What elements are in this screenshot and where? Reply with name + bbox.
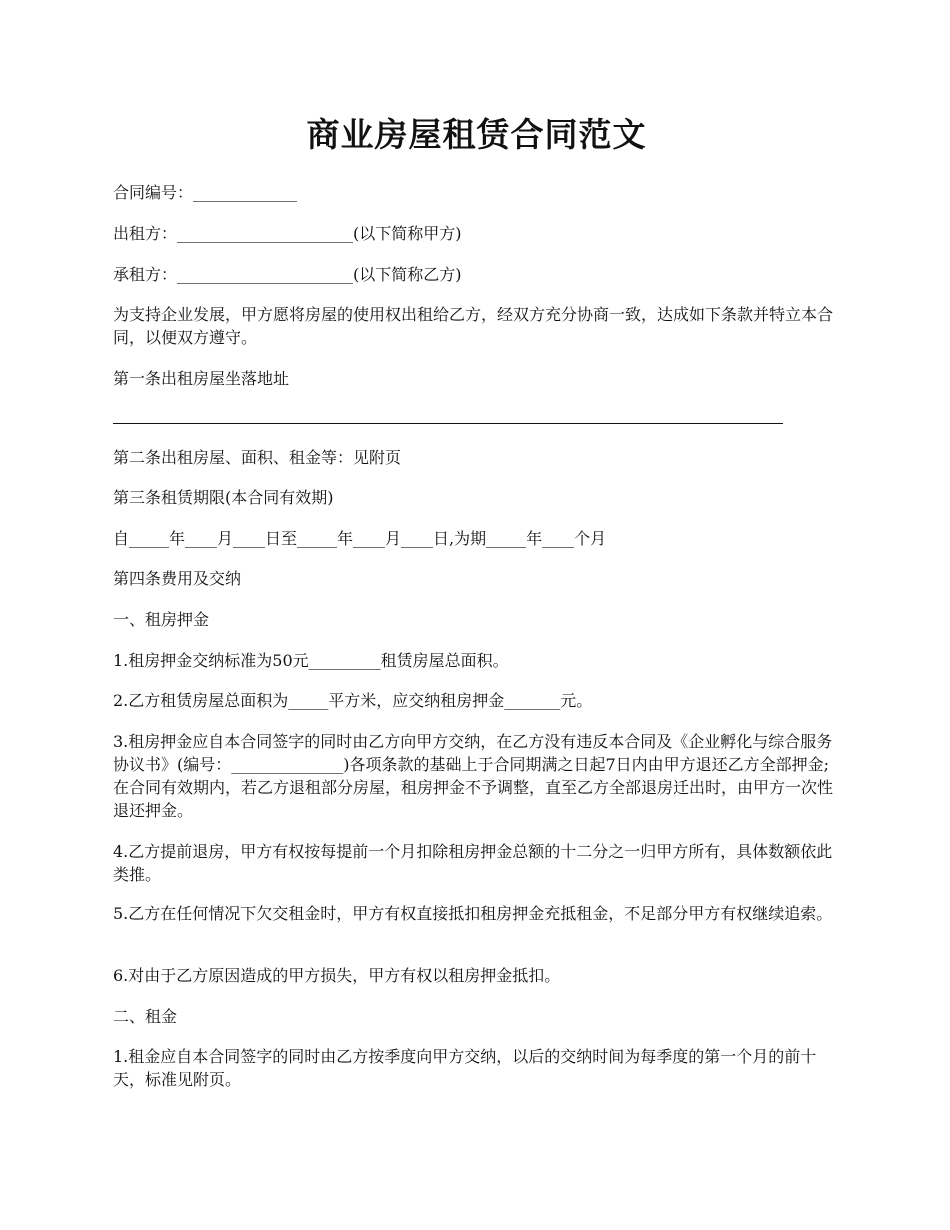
section-deposit-heading: 一、租房押金 [113, 610, 210, 629]
deposit-item-3: 3.租房押金应自本合同签字的同时由乙方向甲方交纳，在乙方没有违反本合同及《企业孵化与综合服务协议书》(编号：______________)各项条款的基础上于合同期满之日起7日内由甲方退还乙方全部押金;在合同有效期内，若乙方退租部分房屋，租房押金不予调整，直至乙方全部退房迁出时，由甲方一次性退还押金。 [113, 732, 834, 820]
contract-number-line: 合同编号：_____________ [113, 183, 298, 202]
article-4-heading: 第四条费用及交纳 [113, 569, 242, 588]
deposit-item-2: 2.乙方租赁房屋总面积为_____平方米，应交纳租房押金_______元。 [113, 691, 593, 710]
article-2-heading: 第二条出租房屋、面积、租金等：见附页 [113, 448, 402, 467]
document-title: 商业房屋租赁合同范文 [306, 115, 647, 154]
lessor-line: 出租方：______________________(以下简称甲方) [113, 224, 462, 243]
rent-item-1: 1.租金应自本合同签字的同时由乙方按季度向甲方交纳，以后的交纳时间为每季度的第一个月的前十天，标准见附页。 [113, 1047, 817, 1089]
deposit-item-1: 1.租房押金交纳标准为50元_________租赁房屋总面积。 [113, 651, 509, 670]
article-3-heading: 第三条租赁期限(本合同有效期) [113, 488, 334, 507]
deposit-item-5: 5.乙方在任何情况下欠交租金时，甲方有权直接抵扣租房押金充抵租金，不足部分甲方有权继续追索。 [113, 904, 833, 923]
article-1-heading: 第一条出租房屋坐落地址 [113, 369, 290, 388]
deposit-item-4: 4.乙方提前退房，甲方有权按每提前一个月扣除租房押金总额的十二分之一归甲方所有，具体数额依此类推。 [113, 842, 833, 884]
deposit-item-6: 6.对由于乙方原因造成的甲方损失，甲方有权以租房押金抵扣。 [113, 966, 561, 985]
section-rent-heading: 二、租金 [113, 1007, 178, 1026]
preamble-paragraph: 为支持企业发展，甲方愿将房屋的使用权出租给乙方，经双方充分协商一致，达成如下条款并特立本合同，以便双方遵守。 [113, 305, 834, 347]
lessee-line: 承租方：______________________(以下简称乙方) [113, 265, 462, 284]
lease-term-line: 自_____年____月____日至_____年____月____日,为期_____年____个月 [113, 529, 607, 548]
address-blank-line [113, 423, 783, 424]
